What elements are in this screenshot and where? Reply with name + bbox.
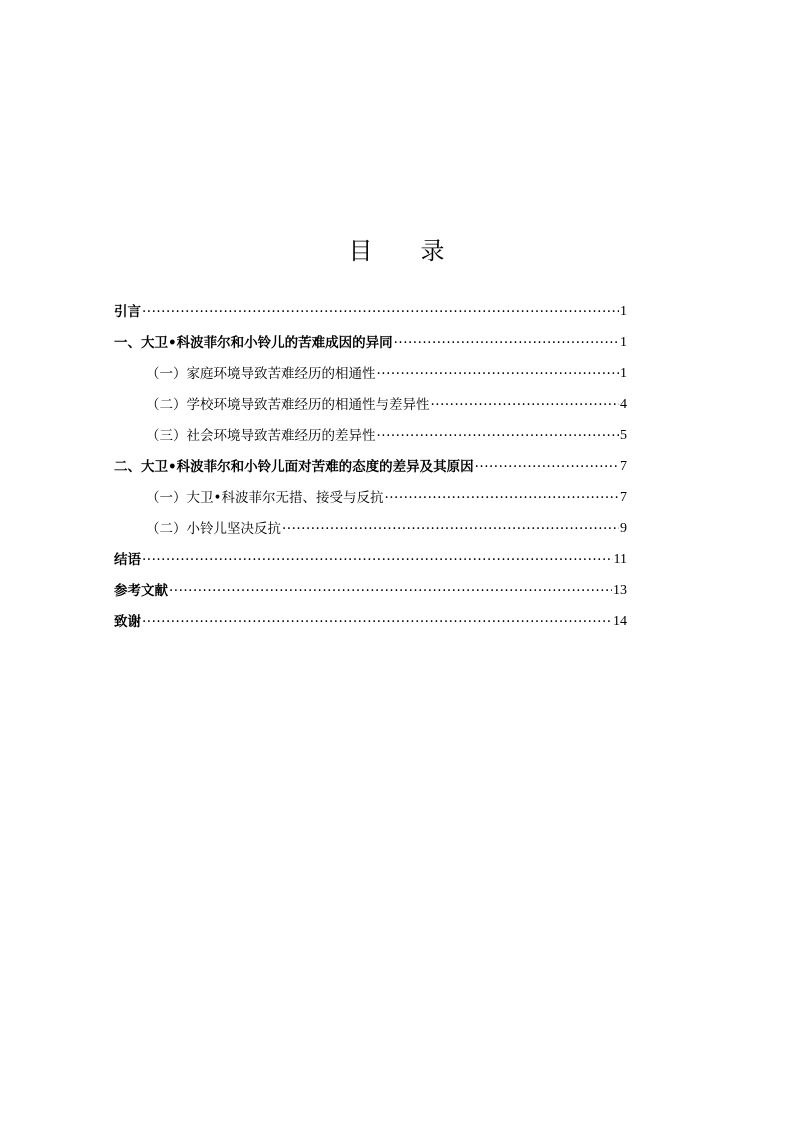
toc-entry-label: 致谢 — [114, 613, 141, 630]
toc-entry-section-2-2[interactable] — [114, 513, 627, 544]
toc-leader-dots — [142, 550, 613, 570]
toc-entry-page: 9 — [620, 520, 627, 536]
toc-entry-references[interactable] — [114, 575, 627, 606]
toc-leader-dots — [169, 581, 612, 601]
toc-entry-page: 4 — [620, 396, 627, 412]
toc-entry-page: 5 — [620, 427, 627, 443]
toc-entry-label: 参考文献 — [114, 582, 168, 599]
toc-entry-chapter-2[interactable] — [114, 451, 627, 482]
toc-entry-section-1-2[interactable] — [114, 389, 627, 420]
toc-entry-label: 结语 — [114, 551, 141, 568]
toc-entry-page: 13 — [613, 582, 627, 598]
toc-leader-dots — [384, 488, 619, 508]
toc-entry-acknowledgements[interactable] — [114, 606, 627, 637]
toc-entry-label: （二）学校环境导致苦难经历的相通性与差异性 — [146, 396, 430, 413]
toc-leader-dots — [475, 457, 619, 477]
toc-entry-section-1-1[interactable] — [114, 358, 627, 389]
toc-entry-section-2-1[interactable] — [114, 482, 627, 513]
title-char-2: 录 — [420, 237, 445, 265]
toc-entry-label: 一、大卫•科波菲尔和小铃儿的苦难成因的异同 — [114, 334, 393, 351]
toc-entry-page: 11 — [613, 551, 627, 567]
toc-entry-chapter-1[interactable] — [114, 327, 627, 358]
toc-leader-dots — [377, 364, 620, 384]
toc-leader-dots — [377, 426, 620, 446]
toc-entry-page: 7 — [620, 489, 627, 505]
toc-entry-label: （三）社会环境导致苦难经历的差异性 — [146, 427, 376, 444]
toc-leader-dots — [142, 302, 619, 322]
toc-leader-dots — [394, 333, 619, 353]
toc-entry-label: （一）家庭环境导致苦难经历的相通性 — [146, 365, 376, 382]
toc-entry-conclusion[interactable] — [114, 544, 627, 575]
page-title — [0, 236, 793, 266]
toc-entry-page: 1 — [620, 365, 627, 381]
toc-leader-dots — [142, 612, 612, 632]
toc-entry-label: 二、大卫•科波菲尔和小铃儿面对苦难的态度的差异及其原因 — [114, 458, 474, 475]
toc-leader-dots — [431, 395, 620, 415]
toc-entry-label: （一）大卫•科波菲尔无措、接受与反抗 — [146, 489, 384, 506]
table-of-contents — [114, 296, 627, 637]
title-char-1: 目 — [348, 237, 373, 265]
toc-entry-page: 1 — [620, 334, 627, 350]
toc-entry-page: 1 — [620, 303, 627, 319]
toc-entry-label: 引言 — [114, 303, 141, 320]
toc-entry-label: （二）小铃儿坚决反抗 — [146, 520, 281, 537]
toc-entry-page: 14 — [613, 613, 627, 629]
toc-entry-section-1-3[interactable] — [114, 420, 627, 451]
toc-leader-dots — [282, 519, 619, 539]
toc-entry-intro[interactable] — [114, 296, 627, 327]
toc-entry-page: 7 — [620, 458, 627, 474]
